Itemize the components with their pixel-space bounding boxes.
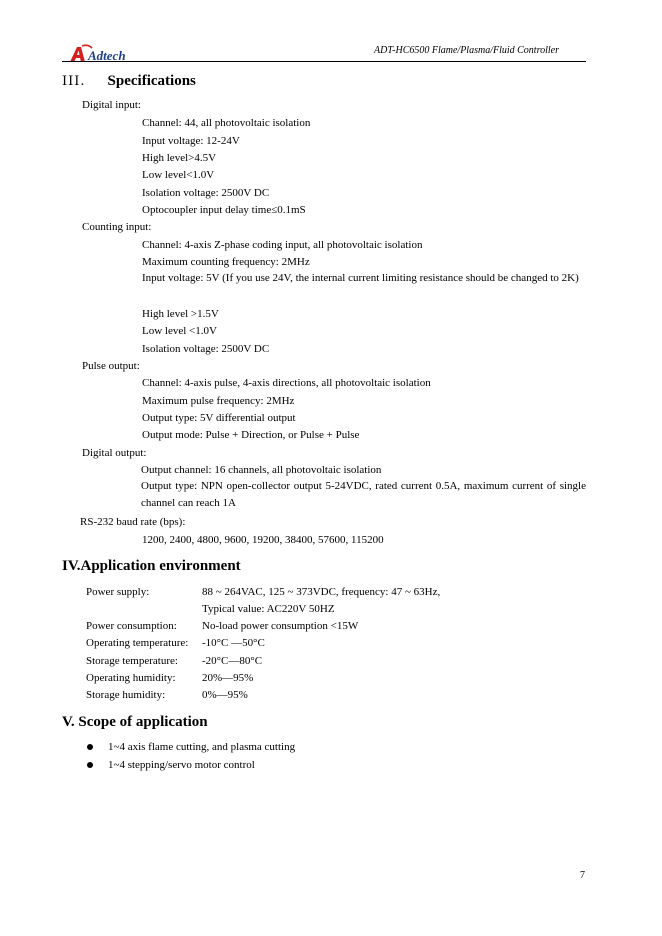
spec-item: Low level <1.0V [142, 325, 217, 337]
spec-item: Output mode: Pulse + Direction, or Pulse + Pulse [142, 429, 360, 441]
pulse-output-label: Pulse output: [82, 360, 140, 372]
env-value-power-supply: 88 ~ 264VAC, 125 ~ 373VDC, frequency: 47 ~ 63Hz, [202, 586, 441, 598]
section-title: Specifications [107, 73, 196, 89]
document-title: ADT-HC6500 Flame/Plasma/Fluid Controller [374, 45, 559, 56]
spec-item: Maximum pulse frequency: 2MHz [142, 395, 295, 407]
page-number: 7 [580, 870, 585, 881]
env-value-power-supply-typical: Typical value: AC220V 50HZ [202, 603, 335, 615]
svg-text:Adtech: Adtech [88, 48, 126, 63]
env-label-storage-temperature: Storage temperature: [86, 655, 178, 667]
section-heading-application-environment [62, 557, 241, 575]
env-value-operating-humidity: 20%—95% [202, 672, 254, 684]
spec-item: Input voltage: 5V (If you use 24V, the internal current limiting resistance should be changed to 2K) [142, 272, 579, 284]
spec-item: Output type: NPN open-collector output 5-24VDC, rated current 0.5A, maximum current of single channel can reach 1A [141, 480, 586, 509]
section-heading-scope-of-application [62, 713, 208, 731]
section-title: Scope of application [78, 714, 208, 730]
env-value-storage-temperature: -20°C—80°C [202, 655, 263, 667]
spec-item: Input voltage: 12-24V [142, 135, 240, 147]
spec-item: Output channel: 16 channels, all photovoltaic isolation [141, 464, 382, 476]
env-label-operating-humidity: Operating humidity: [86, 672, 176, 684]
bullet-icon [87, 762, 93, 768]
spec-item: Channel: 44, all photovoltaic isolation [142, 117, 311, 129]
counting-input-label: Counting input: [82, 221, 152, 233]
spec-item: Optocoupler input delay time≤0.1mS [142, 204, 306, 216]
spec-item: Isolation voltage: 2500V DC [142, 343, 270, 355]
spec-item: Isolation voltage: 2500V DC [142, 187, 270, 199]
list-item: 1~4 stepping/servo motor control [108, 759, 255, 771]
spec-item: Maximum counting frequency: 2MHz [142, 256, 310, 268]
section-number: IV. [62, 558, 81, 574]
env-label-power-supply: Power supply: [86, 586, 150, 598]
rs232-baud-rates: 1200, 2400, 4800, 9600, 19200, 38400, 57600, 115200 [142, 534, 384, 546]
section-heading-specifications [62, 72, 196, 91]
env-value-power-consumption: No-load power consumption <15W [202, 620, 359, 632]
spec-item: Channel: 4-axis pulse, 4-axis directions, all photovoltaic isolation [142, 377, 431, 389]
rs232-label: RS-232 baud rate (bps): [80, 516, 186, 528]
spec-item: Low level<1.0V [142, 169, 215, 181]
env-label-power-consumption: Power consumption: [86, 620, 177, 632]
env-value-storage-humidity: 0%—95% [202, 689, 248, 701]
spec-item: Channel: 4-axis Z-phase coding input, all photovoltaic isolation [142, 239, 423, 251]
section-number: V. [62, 714, 75, 730]
env-value-operating-temperature: -10°C —50°C [202, 637, 265, 649]
digital-output-label: Digital output: [82, 447, 147, 459]
header-rule [62, 61, 586, 62]
list-item: 1~4 axis flame cutting, and plasma cutting [108, 741, 296, 753]
env-label-operating-temperature: Operating temperature: [86, 637, 189, 649]
digital-input-label: Digital input: [82, 99, 141, 111]
spec-item: High level>4.5V [142, 152, 217, 164]
section-number: III. [62, 74, 86, 89]
spec-item: High level >1.5V [142, 308, 219, 320]
bullet-icon [87, 744, 93, 750]
section-title: Application environment [80, 558, 241, 574]
env-label-storage-humidity: Storage humidity: [86, 689, 166, 701]
spec-item: Output type: 5V differential output [142, 412, 296, 424]
